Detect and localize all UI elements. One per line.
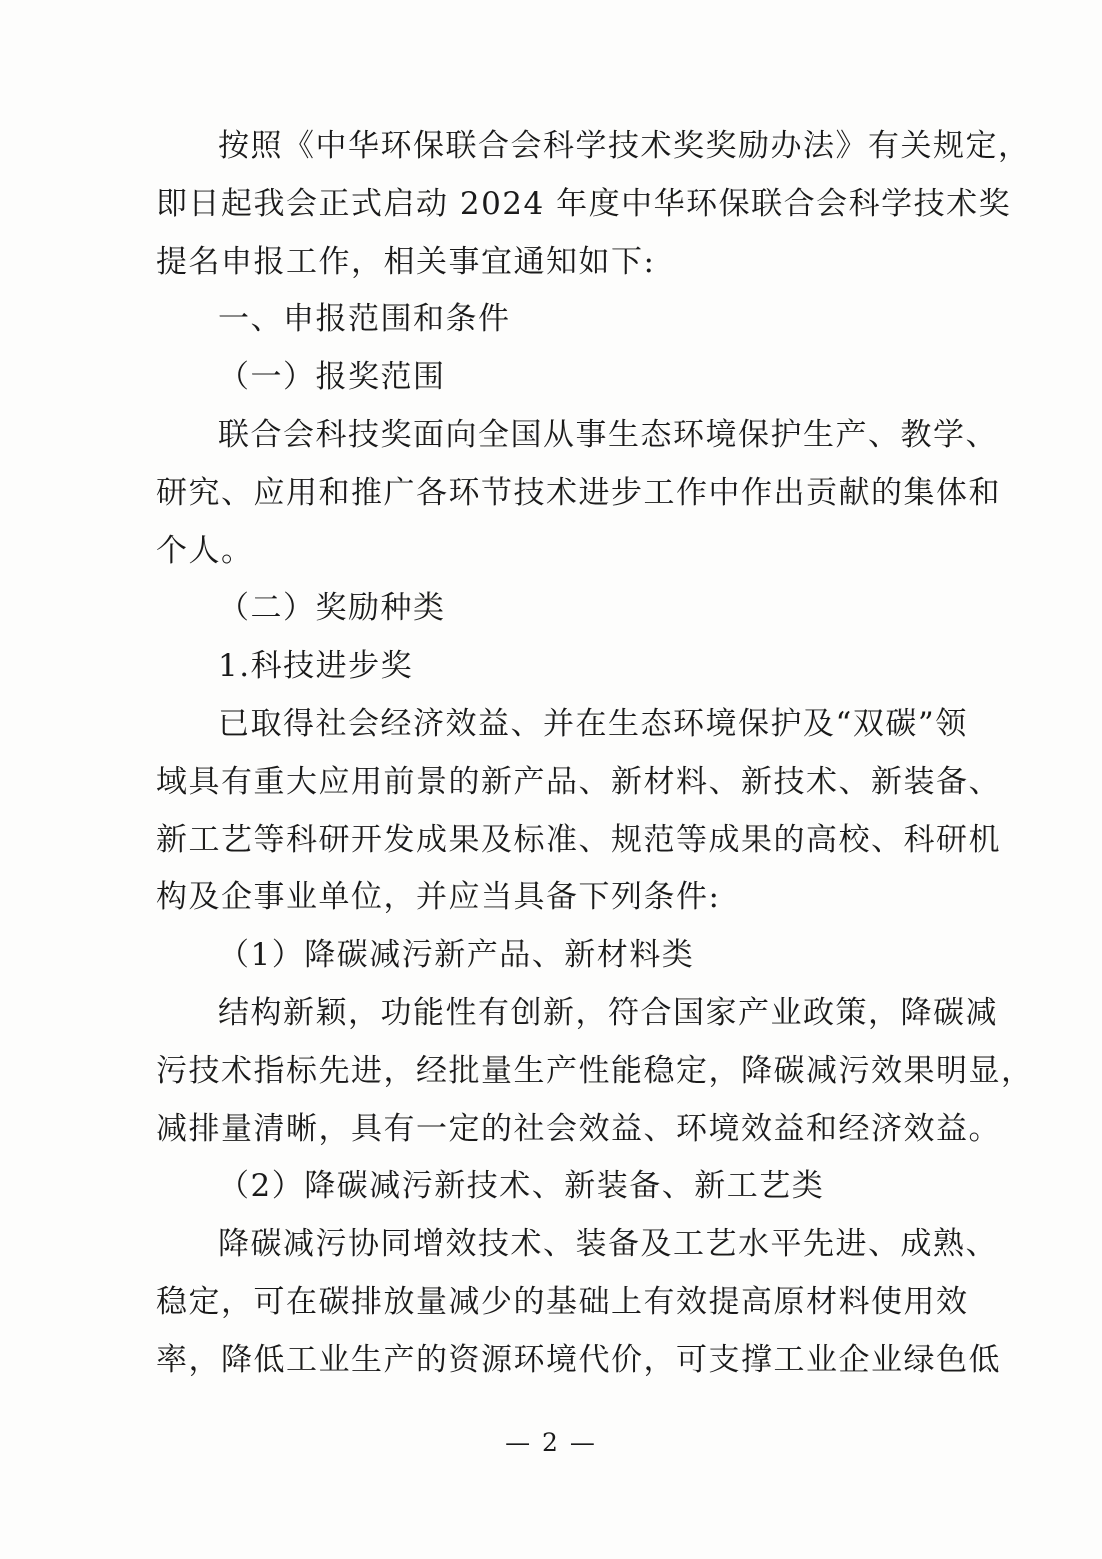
text-line: 即日起我会正式启动 2024 年度中华环保联合会科学技术奖 bbox=[156, 185, 1012, 222]
section-heading: 一、申报范围和条件 bbox=[218, 301, 511, 338]
body-text bbox=[156, 118, 1034, 1390]
text-line: 率，降低工业生产的资源环境代价，可支撑工业企业绿色低 bbox=[156, 1341, 1001, 1378]
text-line: 构及企事业单位，并应当具备下列条件: bbox=[156, 879, 721, 916]
text-line: 减排量清晰，具有一定的社会效益、环境效益和经济效益。 bbox=[156, 1110, 1001, 1147]
item-heading: （2）降碳减污新技术、新装备、新工艺类 bbox=[218, 1168, 825, 1205]
subsection-heading: （二）奖励种类 bbox=[218, 590, 446, 627]
text-line: 结构新颖，功能性有创新，符合国家产业政策，降碳减 bbox=[218, 994, 998, 1031]
text-line: 降碳减污协同增效技术、装备及工艺水平先进、成熟、 bbox=[218, 1226, 998, 1263]
subsection-heading: （一）报奖范围 bbox=[218, 359, 446, 396]
text-line: 提名申报工作，相关事宜通知如下: bbox=[156, 243, 656, 280]
text-line: 已取得社会经济效益、并在生态环境保护及“双碳”领 bbox=[218, 705, 968, 742]
text-line: 新工艺等科研开发成果及标准、规范等成果的高校、科研机 bbox=[156, 821, 1001, 858]
text-line: 个人。 bbox=[156, 532, 254, 569]
text-line: 按照《中华环保联合会科学技术奖奖励办法》有关规定， bbox=[218, 128, 1031, 164]
text-line: 污技术指标先进，经批量生产性能稳定，降碳减污效果明显， bbox=[156, 1052, 1034, 1089]
text-line: 稳定，可在碳排放量减少的基础上有效提高原材料使用效 bbox=[156, 1283, 969, 1320]
text-line: 研究、应用和推广各环节技术进步工作中作出贡献的集体和 bbox=[156, 474, 1001, 511]
item-heading: （1）降碳减污新产品、新材料类 bbox=[218, 937, 695, 974]
page-number: — 2 — bbox=[505, 1428, 597, 1457]
item-heading: 1.科技进步奖 bbox=[218, 648, 414, 685]
text-line: 联合会科技奖面向全国从事生态环境保护生产、教学、 bbox=[218, 416, 998, 453]
text-line: 域具有重大应用前景的新产品、新材料、新技术、新装备、 bbox=[156, 763, 1001, 800]
